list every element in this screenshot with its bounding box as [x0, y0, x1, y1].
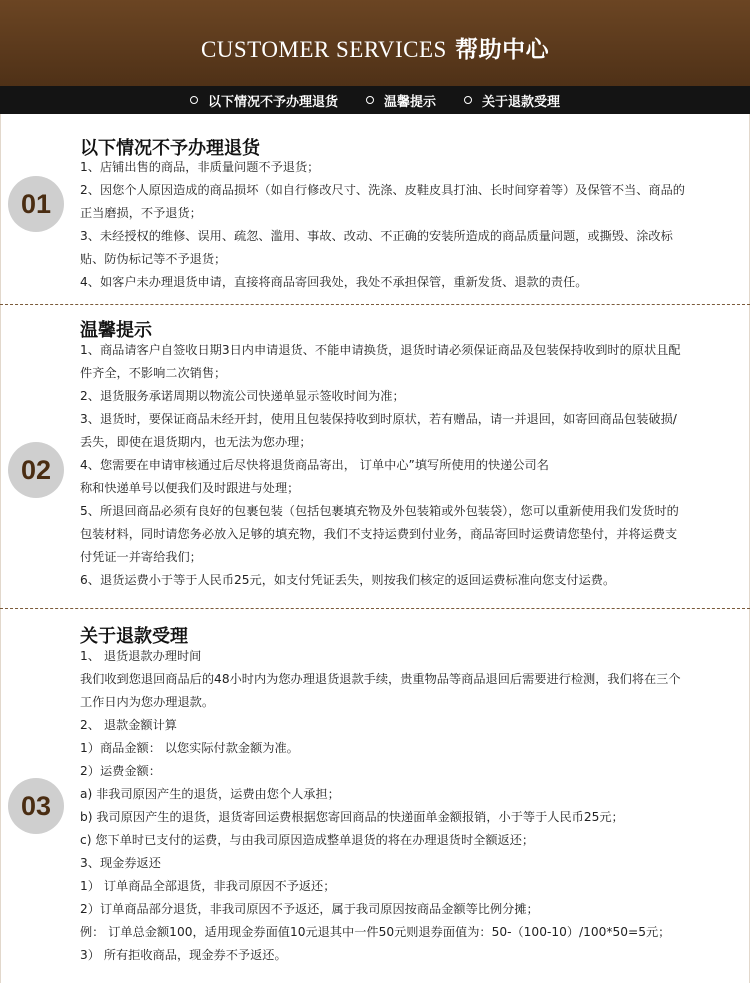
section-line: b) 我司原因产生的退货，退货寄回运费根据您寄回商品的快递面单金额报销，小于等于人民币25元； [80, 810, 624, 824]
section-line: 我们收到您退回商品后的48小时内为您办理退货退款手续，贵重物品等商品退回后需要进行检测，我们将在三个 [80, 672, 681, 686]
nav-item-label: 温馨提示 [383, 94, 436, 110]
section-line: 4、您需要在申请审核通过后尽快将退货商品寄出， 订单中心”填写所使用的快递公司名 [80, 458, 549, 472]
page-header [0, 0, 750, 86]
section-divider [0, 608, 750, 609]
section-line: 4、如客户未办理退货申请，直接将商品寄回我处，我处不承担保管，重新发货、退款的责任。 [80, 275, 588, 289]
page-title-en: CUSTOMER SERVICES [200, 36, 447, 62]
section-line: 例： 订单总金额100，适用现金券面值10元退其中一件50元则退券面值为：50-（100-10）/100*50=5元； [80, 925, 671, 939]
nav-item-no-return[interactable] [190, 91, 338, 110]
section-line: 3） 所有拒收商品，现金券不予返还。 [80, 948, 287, 962]
section-line: 6、退货运费小于等于人民币25元，如支付凭证丢失，则按我们核定的返回运费标准向您支付运费。 [80, 573, 616, 587]
nav-item-refund[interactable] [464, 91, 560, 110]
section-line: 件齐全，不影响二次销售； [80, 366, 227, 380]
section-line: 包装材料，同时请您务必放入足够的填充物，我们不支持运费到付业务，商品寄回时运费请您垫付，并将运费支 [80, 527, 678, 541]
section-line: 工作日内为您办理退款。 [80, 695, 215, 709]
section-line: 3、现金券返还 [80, 856, 161, 870]
section-title: 温馨提示 [80, 320, 152, 341]
section-line: c) 您下单时已支付的运费，与由我司原因造成整单退货的将在办理退货时全额返还； [80, 833, 535, 847]
section-line: 2、因您个人原因造成的商品损坏（如自行修改尺寸、洗涤、皮鞋皮具打油、长时间穿着等）及保管不当、商品的 [80, 183, 685, 197]
section-number-badge: 01 [8, 176, 64, 232]
section-line: 正当磨损，不予退货； [80, 206, 202, 220]
section-line: 2）运费金额： [80, 764, 161, 778]
section-line: 1） 订单商品全部退货，非我司原因不予返还； [80, 879, 336, 893]
section-line: 1、店铺出售的商品，非质量问题不予退货； [80, 160, 320, 174]
section-line: 3、退货时，要保证商品未经开封，使用且包装保持收到时原状，若有赠品，请一并退回，如寄回商品包装破损/ [80, 412, 677, 426]
section-line: 1）商品金额： 以您实际付款金额为准。 [80, 741, 299, 755]
page-title-cn: 帮助中心 [455, 36, 550, 63]
section-line: 2、 退款金额计算 [80, 718, 177, 732]
section-line: 2）订单商品部分退货，非我司原因不予返还，属于我司原因按商品金额等比例分摊； [80, 902, 539, 916]
circle-bullet-icon [190, 96, 198, 104]
section-title: 关于退款受理 [80, 626, 188, 647]
section-line: 丢失，即使在退货期内，也无法为您办理； [80, 435, 312, 449]
page-title [201, 31, 549, 64]
section-line: 1、商品请客户自签收日期3日内申请退货、不能申请换货，退货时请必须保证商品及包装保持收到时的原状且配 [80, 343, 681, 357]
section-line: 贴、防伪标记等不予退货； [80, 252, 227, 266]
section-line: 付凭证一并寄给我们； [80, 550, 202, 564]
section-divider [0, 304, 750, 305]
section-line: a) 非我司原因产生的退货，运费由您个人承担； [80, 787, 340, 801]
section-line: 5、所退回商品必须有良好的包裹包装（包括包裹填充物及外包装箱或外包装袋），您可以重新使用我们发货时的 [80, 504, 679, 518]
section-line: 3、未经授权的维修、误用、疏忽、滥用、事故、改动、不正确的安装所造成的商品质量问题，或撕毁、涂改标 [80, 229, 673, 243]
frame-border-left [0, 114, 1, 983]
section-number-badge: 03 [8, 778, 64, 834]
section-line: 1、 退货退款办理时间 [80, 649, 202, 663]
nav-item-label: 以下情况不予办理退货 [207, 94, 338, 110]
section-number-badge: 02 [8, 442, 64, 498]
nav-item-tips[interactable] [366, 91, 436, 110]
section-nav [0, 86, 750, 114]
section-title: 以下情况不予办理退货 [80, 138, 260, 159]
circle-bullet-icon [366, 96, 374, 104]
section-line: 称和快递单号以便我们及时跟进与处理； [80, 481, 300, 495]
nav-item-label: 关于退款受理 [482, 94, 561, 110]
section-line: 2、退货服务承诺周期以物流公司快递单显示签收时间为准； [80, 389, 405, 403]
circle-bullet-icon [464, 96, 472, 104]
